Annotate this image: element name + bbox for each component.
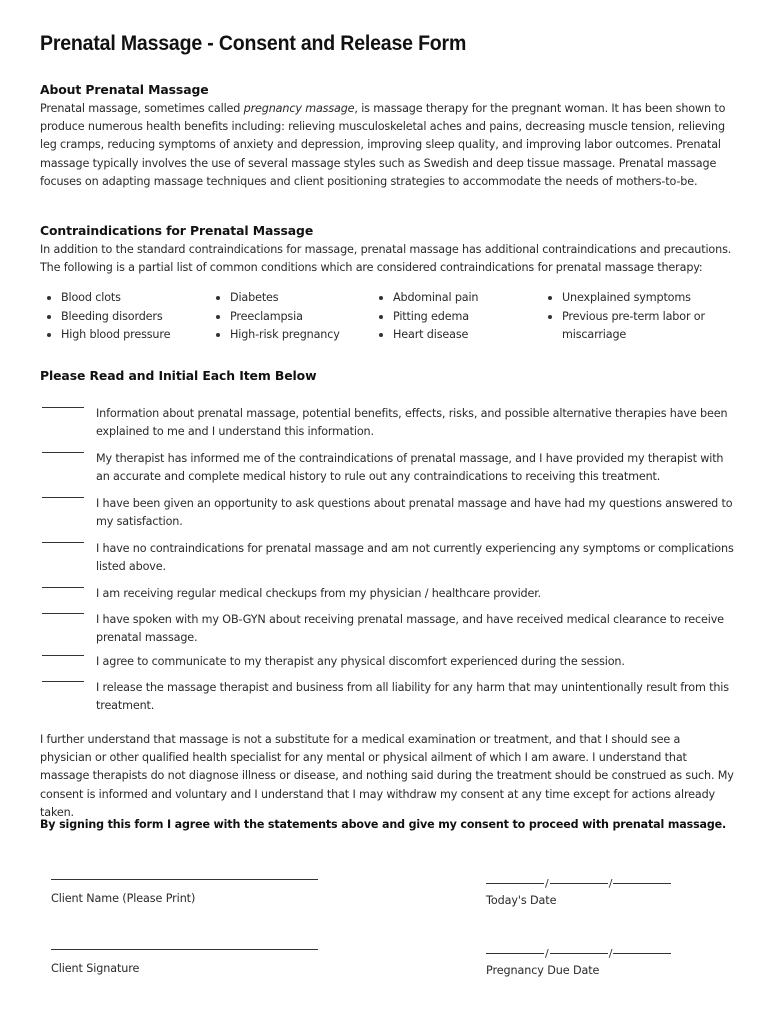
bullet-icon (548, 296, 552, 300)
initial-text: I agree to communicate to my therapist any physical discomfort experienced during the session. (96, 655, 625, 669)
initials-heading: Please Read and Initial Each Item Below (40, 368, 317, 383)
about-italic-term: pregnancy massage (243, 102, 355, 115)
understanding-paragraph: I further understand that massage is not a substitute for a medical examination or treatment, and that I should see a physician or other qualified health specialist for any mental or physical ailment of which I am aware. I understand that massage therapists do not diagnose illness or disease, and nothing said during the treatment should be construed as such. My consent is informed and voluntary and I understand that I may withdraw my consent at any time except for actions already taken. (40, 733, 734, 819)
condition-item: Bleeding disorders (42, 308, 202, 327)
about-text-start: Prenatal massage, sometimes called (40, 102, 244, 115)
about-paragraph (40, 100, 734, 191)
contraindications-section (40, 223, 734, 277)
client-signature-label: Client Signature (51, 962, 140, 975)
condition-item: Abdominal pain (374, 289, 534, 308)
due-date-line[interactable]: / / (486, 943, 676, 954)
initial-item (40, 668, 734, 727)
condition-item: Preeclampsia (211, 308, 366, 327)
page-title: Prenatal Massage - Consent and Release Form (40, 32, 467, 55)
client-name-line[interactable] (51, 878, 318, 880)
initial-blank[interactable] (42, 452, 84, 453)
initial-blank[interactable] (42, 613, 84, 614)
contraindications-heading: Contraindications for Prenatal Massage (40, 223, 314, 238)
due-date-field[interactable] (486, 943, 676, 977)
bullet-icon (47, 315, 51, 319)
initials-section (40, 368, 316, 383)
condition-item: Blood clots (42, 289, 202, 308)
about-text-end: , is massage therapy for the pregnant woman. It has been shown to produce numerous health benefits including: relieving musculoskeletal aches and pains, decreasing muscle tension, relieving leg cramps, reducing symptoms of anxiety and depression, improving sleep quality, and improving labor outcomes. Prenatal massage typically involves the use of several massage styles such as Swedish and deep tissue massage. Prenatal massage focuses on adapting massage techniques and client positioning strategies to accommodate the needs of mothers-to-be. (40, 102, 726, 188)
condition-item: Pitting edema (374, 308, 534, 327)
condition-item: High blood pressure (42, 326, 202, 345)
condition-item: Unexplained symptoms (543, 289, 723, 308)
bullet-icon (216, 333, 220, 337)
bullet-icon (47, 333, 51, 337)
contraindications-intro: In addition to the standard contraindications for massage, prenatal massage has additional contraindications and precautions. The following is a partial list of common conditions which are considered contraindications for prenatal massage therapy: (40, 243, 732, 275)
conditions-column (543, 289, 723, 345)
initial-text: My therapist has informed me of the contraindications of prenatal massage, and I have provided my therapist with an accurate and complete medical history to rule out any contraindications to receiving this treatment. (96, 452, 724, 484)
todays-date-field[interactable] (486, 873, 676, 907)
bullet-icon (548, 315, 552, 319)
initial-text: I release the massage therapist and business from all liability for any harm that may unintentionally result from this treatment. (96, 681, 729, 713)
initial-blank[interactable] (42, 542, 84, 543)
todays-date-label: Today's Date (486, 894, 557, 907)
bullet-icon (379, 333, 383, 337)
initial-blank[interactable] (42, 681, 84, 682)
initial-text: Information about prenatal massage, potential benefits, effects, risks, and possible alternative therapies have been explained to me and I understand this information. (96, 407, 728, 439)
conditions-column (42, 289, 202, 345)
initial-text: I have spoken with my OB-GYN about receiving prenatal massage, and have received medical clearance to receive prenatal massage. (96, 613, 724, 645)
client-name-field[interactable] (51, 878, 318, 905)
bullet-icon (216, 315, 220, 319)
initial-blank[interactable] (42, 497, 84, 498)
conditions-list (40, 289, 734, 349)
conditions-column (211, 289, 366, 345)
bullet-icon (379, 315, 383, 319)
initial-text: I am receiving regular medical checkups from my physician / healthcare provider. (96, 587, 542, 601)
due-date-label: Pregnancy Due Date (486, 964, 600, 977)
consent-form (40, 32, 734, 977)
initial-text: I have no contraindications for prenatal massage and am not currently experiencing any symptoms or complications listed above. (96, 542, 734, 574)
client-name-label: Client Name (Please Print) (51, 892, 196, 905)
client-signature-line[interactable] (51, 948, 318, 950)
about-section (40, 82, 734, 191)
initial-text: I have been given an opportunity to ask questions about prenatal massage and have had my questions answered to my satisfaction. (96, 497, 733, 529)
bullet-icon (216, 296, 220, 300)
about-heading: About Prenatal Massage (40, 82, 209, 97)
conditions-column (374, 289, 534, 345)
condition-item: Diabetes (211, 289, 366, 308)
agreement-statement: By signing this form I agree with the statements above and give my consent to proceed with prenatal massage. (40, 818, 727, 831)
client-signature-field[interactable] (51, 948, 318, 975)
bullet-icon (379, 296, 383, 300)
initial-blank[interactable] (42, 587, 84, 588)
todays-date-line[interactable]: / / (486, 873, 676, 884)
condition-item: Heart disease (374, 326, 534, 345)
initial-blank[interactable] (42, 655, 84, 656)
bullet-icon (47, 296, 51, 300)
condition-item: High-risk pregnancy (211, 326, 366, 345)
initial-blank[interactable] (42, 407, 84, 408)
condition-item: Previous pre-term labor or miscarriage (543, 308, 712, 345)
